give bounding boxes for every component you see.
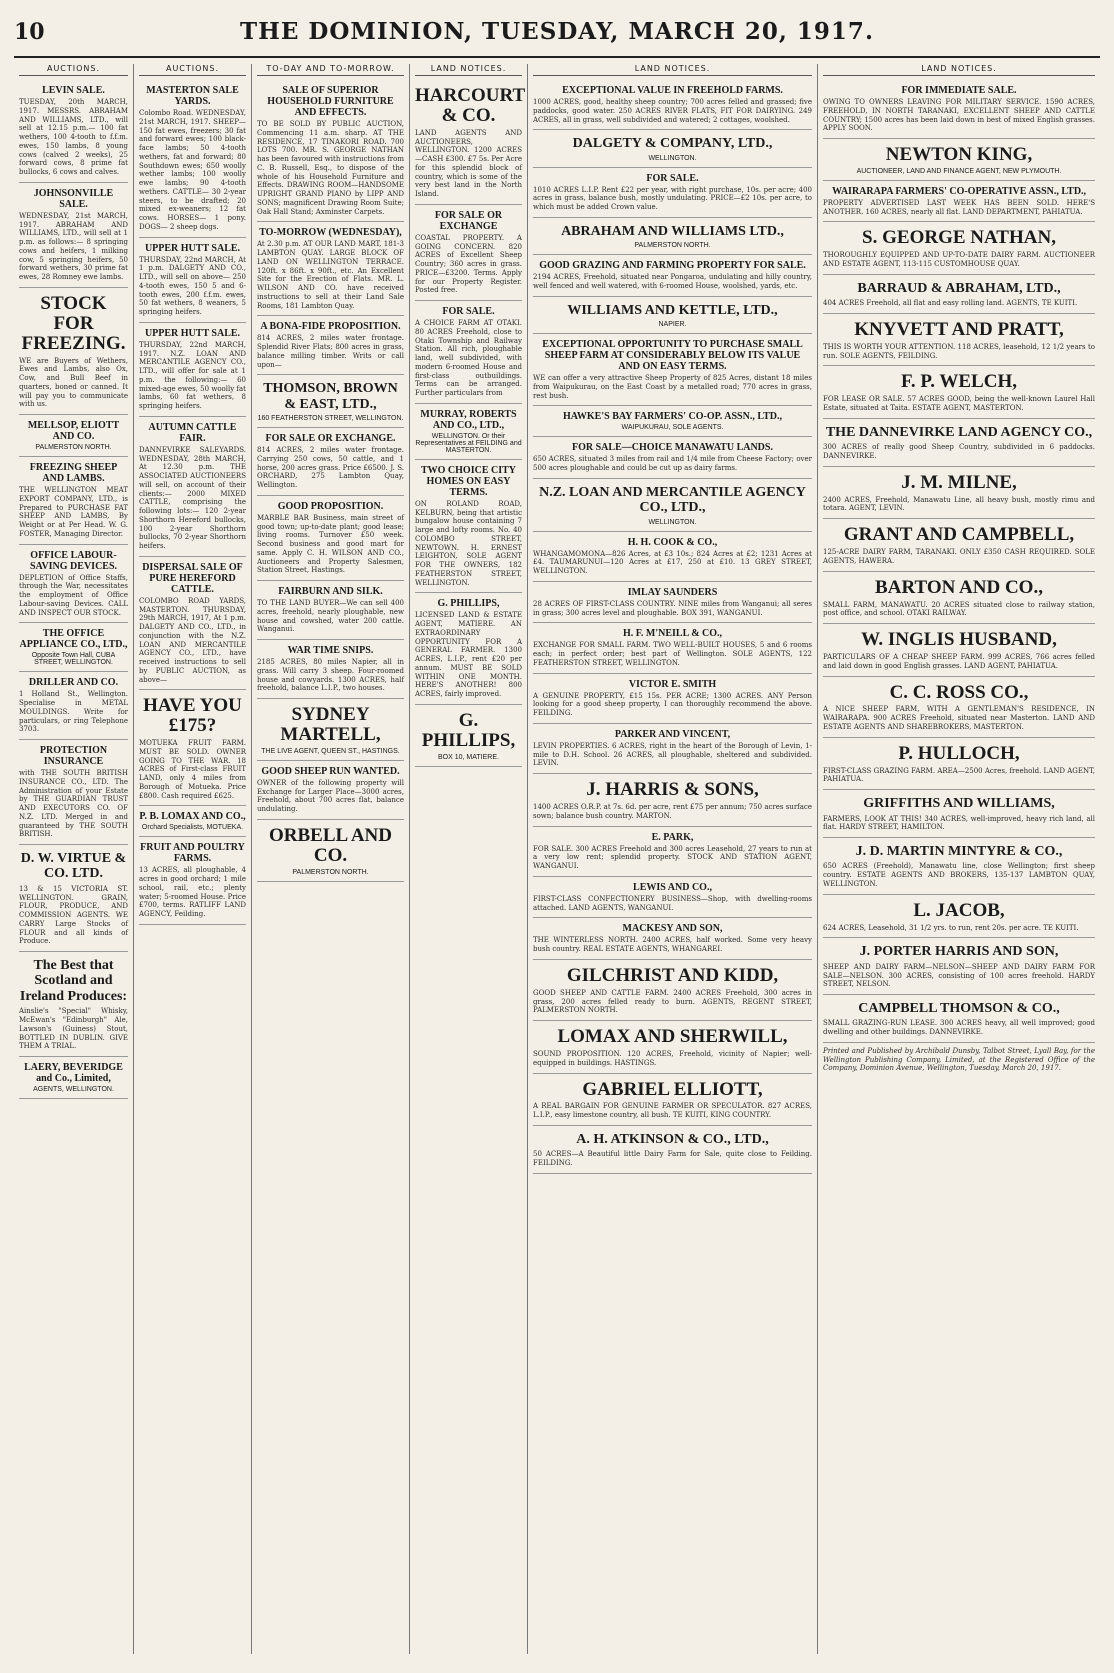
advertisement [823, 738, 1095, 790]
ad-sub: PALMERSTON NORTH. [292, 868, 369, 876]
ad-heading: IMLAY SAUNDERS [627, 586, 718, 598]
ad-body: DANNEVIRKE SALEYARDS. WEDNESDAY, 28th MARCH, At 12.30 p.m. THE ASSOCIATED AUCTIONEERS will sell, on account of their clients:— 2000 MIXED CATTLE, comprising the following lots:— 120 2-year Shorthorn Hereford bullocks, 100 2-year Shorthorn bullocks, 70 2-year Shorthorn heifers. [139, 445, 246, 550]
advertisement [823, 80, 1095, 139]
advertisement [823, 624, 1095, 676]
ad-heading: FOR SALE. [646, 172, 699, 184]
advertisement [823, 275, 1095, 314]
ad-big: HAVE YOU £175? [143, 695, 242, 737]
ad-big: ORBELL AND CO. [268, 824, 392, 866]
ad-sub: WAIPUKURAU, SOLE AGENTS. [621, 424, 724, 432]
ad-body: WE are Buyers of Wethers, Ewes and Lambs, also Ox, Cow, and Bull Beef in quarters, boned or canned. It will pay you to communicate with us. [19, 356, 128, 409]
ad-heading: H. F. M'NEILL & CO., [622, 628, 723, 640]
ad-heading: GOOD GRAZING AND FARMING PROPERTY FOR SALE. [539, 260, 806, 272]
advertisement [257, 820, 404, 882]
ad-body: GOOD SHEEP AND CATTLE FARM. 2400 ACRES Freehold, 300 acres in grass, 200 acres felled ready to burn. AGENTS, REGENT STREET, PALMERSTON NORTH. [533, 988, 812, 1015]
advertisement [823, 467, 1095, 519]
ad-heading: EXCEPTIONAL OPPORTUNITY TO PURCHASE SMALL SHEEP FARM AT CONSIDERABLY BELOW ITS VALUE AND ON EASY TERMS. [542, 339, 803, 373]
advertisement [533, 623, 812, 673]
ad-heading: UPPER HUTT SALE. [144, 242, 241, 254]
ad-big: NEWTON KING, [885, 144, 1033, 165]
ad-body: 814 ACRES, 2 miles water frontage. Carrying 250 cows, 50 cattle, and 1 horse, 200 acres grass. Price £6500. J. S. ORCHARD, 275 Lambton Quay, Wellington. [257, 446, 404, 490]
ad-heading: FRUIT AND POULTRY FARMS. [140, 842, 245, 865]
ad-body: FIRST-CLASS CONFECTIONERY BUSINESS—Shop, with dwelling-rooms attached. LAND AGENTS, WANGANUI. [533, 894, 812, 912]
ad-body: 300 ACRES of really good Sheep Country, subdivided in 6 paddocks. DANNEVIRKE. [823, 443, 1095, 461]
ad-big: LOMAX AND SHERWILL, [557, 1026, 788, 1048]
ad-big: C. C. ROSS CO., [889, 681, 1029, 703]
ad-heading: G. PHILLIPS, [437, 598, 500, 610]
ad-body: 650 ACRES, situated 3 miles from rail and 1/4 mile from Cheese Factory; over 500 acres ploughable and could be cut up as dairy farms. [533, 455, 812, 473]
ad-big: CAMPBELL THOMSON & CO., [858, 1001, 1060, 1017]
advertisement [257, 80, 404, 222]
columns [14, 64, 1100, 1654]
ad-sub: 160 FEATHERSTON STREET, WELLINGTON. [257, 415, 404, 423]
advertisement [823, 895, 1095, 939]
advertisement [533, 827, 812, 877]
ad-body: THE WINTERLESS NORTH. 2400 ACRES, half worked. Some very heavy bush country. REAL ESTATE AGENTS, WHANGAREI. [533, 936, 812, 954]
ad-heading: DISPERSAL SALE OF PURE HEREFORD CATTLE. [142, 561, 243, 595]
advertisement [19, 80, 128, 183]
ad-sub: THE LIVE AGENT, QUEEN ST., HASTINGS. [261, 747, 400, 755]
ad-heading: PROTECTION INSURANCE [39, 745, 108, 768]
advertisement [415, 460, 522, 594]
advertisement [823, 677, 1095, 738]
ad-body: Ainslie's "Special" Whisky, McEwan's "Edinburgh" Ale, Lawson's (Guiness) Stout, BOTTLED IN DUBLIN. GIVE THEM A TRIAL. [19, 1007, 128, 1051]
advertisement [139, 837, 246, 925]
column-4 [410, 64, 528, 1654]
ad-body: COASTAL PROPERTY. A GOING CONCERN. 820 ACRES of Excellent Sheep Country; 360 acres in grass. PRICE—£3200. Terms. Apply for our Property Register. Posted free. [415, 233, 522, 295]
ad-body: LAND AGENTS AND AUCTIONEERS, WELLINGTON. 1200 ACRES—CASH £300. £7 5s. Per Acre for this splendid block of country, which is some of the very best land in the North Island. [415, 128, 523, 199]
ad-body: SMALL FARM, MANAWATU. 20 ACRES situated close to railway station, post office, and school. OTAKI RAILWAY. [823, 600, 1095, 618]
ad-big: D. W. VIRTUE & CO. LTD. [20, 851, 127, 882]
advertisement [823, 572, 1095, 624]
masthead [14, 18, 1100, 58]
ad-heading: FOR SALE OR EXCHANGE [434, 209, 503, 232]
ad-body: FOR SALE. 300 ACRES Freehold and 300 acres Leasehold, 27 years to run at a very low rent; splendid property. STOCK AND STATION AGENT, WANGANUI. [533, 844, 812, 871]
advertisement [533, 1074, 812, 1126]
advertisement [533, 724, 812, 774]
advertisement [19, 1057, 128, 1099]
advertisement [415, 404, 522, 460]
advertisement [19, 672, 128, 740]
advertisement [19, 952, 128, 1057]
column-5 [528, 64, 818, 1654]
advertisement [257, 428, 404, 496]
ad-heading: JOHNSONVILLE SALE. [33, 187, 114, 210]
advertisement [533, 130, 812, 167]
ad-heading: WAIRARAPA FARMERS' CO-OPERATIVE ASSN., LTD., [831, 185, 1087, 197]
ad-body: TO BE SOLD BY PUBLIC AUCTION, Commencing 11 a.m. sharp. AT THE RESIDENCE, 17 TINAKORI ROAD. 700 LOTS 700. MR. S. GEORGE NATHAN has been favoured with instructions from C. B. Russell, Esq., to dispose of the whole of his Household Furniture and Effects. DRAWING ROOM—HANDSOME UPRIGHT GRAND PIANO by LIPP AND SONS; magnificent Drawing Room Suite; Oak Hall Stand; Axminster Carpets. [257, 120, 404, 216]
advertisement [19, 845, 128, 952]
ad-big: F. P. WELCH, [901, 371, 1017, 393]
ad-big: ABRAHAM AND WILLIAMS LTD., [561, 223, 784, 239]
ad-body: 1 Holland St., Wellington. Specialise in METAL MOULDINGS. Write for particulars, or ring Telephone 3703. [19, 690, 128, 734]
ad-body: 404 ACRES Freehold, all flat and easy rolling land. AGENTS, TE KUITI. [823, 299, 1078, 308]
ad-big: A. H. ATKINSON & CO., LTD., [576, 1131, 769, 1147]
ad-big: GILCHRIST AND KIDD, [566, 964, 779, 986]
ad-big: J. D. MARTIN MINTYRE & CO., [855, 844, 1063, 860]
ad-heading: MACKESY AND SON, [622, 923, 723, 935]
ad-heading: UPPER HUTT SALE. [144, 327, 241, 339]
ad-body: SHEEP AND DAIRY FARM—NELSON—SHEEP AND DAIRY FARM FOR SALE—NELSON. 300 ACRES, consisting of 100 acres freehold. HARDY STREET, NELSON. [823, 962, 1095, 989]
ad-heading: OFFICE LABOUR-SAVING DEVICES. [29, 549, 118, 572]
advertisement [415, 80, 526, 205]
ad-body: SOUND PROPOSITION. 120 ACRES, Freehold, vicinity of Napier; well-equipped in buildings. HASTINGS. [533, 1050, 812, 1067]
ad-big: J. HARRIS & SONS, [586, 779, 759, 801]
printer-imprint: Printed and Published by Archibald Dunsby, Talbot Street, Lyall Bay, for the Wellington Publishing Company, Limited, at the Registered Office of the Company, Dominion Avenue, Wellington, Tuesday, March 20, 1917. [823, 1046, 1095, 1073]
ad-sub: PALMERSTON NORTH. [634, 242, 711, 250]
ad-heading: GOOD SHEEP RUN WANTED. [261, 765, 400, 777]
ad-sub: Orchard Specialists, MOTUEKA. [141, 824, 244, 832]
advertisement [533, 297, 812, 334]
ad-body: THOROUGHLY EQUIPPED AND UP-TO-DATE DAIRY FARM. AUCTIONEER AND ESTATE AGENT, 113-115 CUSTOMHOUSE QUAY. [823, 251, 1095, 269]
column-header: TO-DAY AND TO-MORROW. [257, 64, 404, 76]
ad-heading: FOR SALE OR EXCHANGE. [265, 433, 396, 445]
ad-body: ON ROLAND ROAD, KELBURN, being that artistic bungalow house containing 7 large and lofty rooms. No. 40 COLOMBO STREET, NEWTOWN. H. ERNEST LEIGHTON, SOLE AGENT FOR THE OWNERS, 182 FEATHERSTON STREET, WELLINGTON. [415, 499, 522, 587]
ad-heading: FAIRBURN AND SILK. [278, 586, 383, 598]
advertisement [19, 623, 128, 672]
ad-sub: WELLINGTON. [648, 154, 697, 162]
advertisement [139, 80, 246, 238]
ad-body: 13 ACRES, all ploughable, 4 acres in good orchard; 1 mile school, rail, etc.; plenty water; 5-roomed House. Price £700, terms. RATLIFF LAND AGENCY, Feilding. [139, 866, 246, 919]
ad-sub: BOX 10, MATIERE. [438, 753, 499, 761]
ad-big: THE DANNEVIRKE LAND AGENCY CO., [825, 424, 1093, 440]
ad-big: WILLIAMS AND KETTLE, LTD., [567, 302, 778, 318]
advertisement [257, 761, 404, 820]
ad-big: S. GEORGE NATHAN, [862, 227, 1056, 249]
ad-body: 50 ACRES—A Beautiful little Dairy Farm for Sale, quite close to Feilding. FEILDING. [533, 1150, 812, 1168]
ad-heading: FREEZING SHEEP AND LAMBS. [29, 462, 118, 485]
ad-sub: AUCTIONEER, LAND AND FINANCE AGENT, NEW PLYMOUTH. [856, 167, 1062, 175]
advertisement [139, 557, 246, 691]
advertisement [823, 790, 1095, 838]
advertisement [533, 674, 812, 724]
ad-big: G. PHILLIPS, [421, 709, 516, 751]
ad-heading: LAERY, BEVERIDGE and Co., Limited, [24, 1062, 123, 1085]
advertisement [257, 581, 404, 640]
ad-big: P. HULLOCH, [898, 742, 1020, 764]
ad-big: STOCK FOR FREEZING. [21, 292, 126, 354]
ad-heading: GOOD PROPOSITION. [277, 500, 384, 512]
ad-body: OWNER of the following property will Exchange for Larger Place—3000 acres, Freehold, about 700 acres flat, balance undulating. [257, 778, 404, 814]
advertisement [19, 457, 128, 545]
ad-body: 125-ACRE DAIRY FARM, TARANAKI. ONLY £350 CASH REQUIRED. SOLE AGENTS, HAWERA. [823, 548, 1095, 565]
advertisement [533, 532, 812, 582]
ad-body: OWING TO OWNERS LEAVING FOR MILITARY SERVICE. 1590 ACRES, FREEHOLD, IN NORTH TARANAKI, EXCELLENT SHEEP AND CATTLE COUNTRY; 1500 acres has been laid down in best of mixed English grasses. APPLY SOON. [823, 98, 1095, 133]
advertisement [533, 774, 812, 826]
advertisement [139, 417, 246, 557]
ad-heading: LEVIN SALE. [42, 85, 105, 96]
ad-big: HARCOURT & CO. [415, 85, 526, 126]
ad-body: with THE SOUTH BRITISH INSURANCE CO., LTD. The Administration of your Estate by THE GUARDIAN TRUST AND EXECUTORS CO. OF N.Z. LTD. Merged in and guaranteed by THE SOUTH BRITISH. [19, 769, 128, 839]
column-header: LAND NOTICES. [823, 64, 1095, 76]
ad-body: 2400 ACRES, Freehold, Manawatu Line, all heavy bush, mostly rimu and totara. AGENT, LEVIN. [823, 495, 1095, 513]
ad-big: DALGETY & COMPANY, LTD., [572, 136, 773, 152]
ad-body: 1010 ACRES L.I.P. Rent £22 per year, with right purchase, 10s. per acre; 400 acres in grass, balance bush, mostly undulating. PRICE—£2 10s. per acre, to which must be added Crown value. [533, 185, 812, 212]
ad-body: TO THE LAND BUYER—We can sell 400 acres, freehold, nearly ploughable, new house and cowshed, water 200 cattle. Wanganui. [257, 599, 404, 634]
ad-heading: PARKER AND VINCENT, [614, 728, 731, 740]
ad-heading: THE OFFICE APPLIANCE CO., LTD., [19, 628, 128, 651]
ad-heading: A BONA-FIDE PROPOSITION. [260, 321, 401, 333]
ad-body: 814 ACRES, 2 miles water frontage. Splendid River Flats; 800 acres in grass, balance milling timber. Writs or call upon— [257, 334, 404, 369]
advertisement [139, 690, 246, 806]
ad-body: THIS IS WORTH YOUR ATTENTION. 118 ACRES, leasehold, 12 1/2 years to run. SOLE AGENTS, FEILDING. [823, 342, 1095, 360]
advertisement [823, 366, 1095, 418]
ad-body: A NICE SHEEP FARM, WITH A GENTLEMAN'S RESIDENCE, IN WAIRARAPA. 900 ACRES Freehold, situated near Masterton. LAND AND ESTATE AGENTS AND SHAREBROKERS, MASTERTON. [823, 705, 1095, 731]
advertisement [823, 181, 1095, 223]
ad-heading: LEWIS AND CO., [633, 881, 712, 893]
ad-body: FOR LEASE OR SALE. 57 ACRES GOOD, being the well-known Laurel Hall Estate, situated at Taita. ESTATE AGENT, MASTERTON. [823, 395, 1095, 413]
advertisement [823, 938, 1095, 995]
ad-heading: MASTERTON SALE YARDS. [146, 85, 239, 107]
column-1 [14, 64, 134, 1654]
advertisement [19, 183, 128, 288]
advertisement [823, 995, 1095, 1043]
advertisement [533, 479, 812, 532]
ad-sub: WELLINGTON. Or their Representatives at FEILDING and MASTERTON. [415, 432, 522, 454]
advertisement [533, 437, 812, 479]
advertisement [19, 415, 128, 457]
ad-body: Colombo Road. WEDNESDAY, 21st MARCH, 1917. SHEEP— 150 fat ewes, freezers; 30 fat and forward ewes; 100 black-face lambs; 50 4-tooth wethers, fat and forward; 80 Southdown ewes; 650 woolly wether lambs; 100 woolly ewe lambs; 90 4-tooth wethers. CATTLE— 30 2-year steers, to be drafted; 20 mixed ex-weaners; 12 fat cows. HORSES— 1 pony. DOGS— 2 sheep dogs. [139, 109, 246, 231]
advertisement [257, 699, 404, 761]
ad-body: 1400 ACRES O.R.P. at 7s. 6d. per acre, rent £75 per annum; 750 acres surface sown; balance bush country. MARTON. [533, 803, 812, 820]
ad-body: 28 ACRES OF FIRST-CLASS COUNTRY. NINE miles from Wanganui; all seres in grass; 300 acres level and ploughable. BOX 391, WANGANUI. [533, 599, 812, 617]
ad-body: 650 ACRES (Freehold), Manawatu line, close Wellington; first sheep country. ESTATE AGENTS AND BROKERS, 135-137 LAMBTON QUAY, WELLINGTON. [823, 862, 1095, 888]
advertisement [533, 918, 812, 960]
newspaper-title: THE DOMINION, TUESDAY, MARCH 20, 1917. [240, 18, 874, 45]
advertisement [257, 316, 404, 375]
ad-big: KNYVETT AND PRATT, [854, 319, 1064, 341]
ad-body: MARBLE BAR Business, main street of good town; up-to-date plant; good lease; living rooms. Turnover £50 week. Second business and good mart for same. Apply C. H. WILSON AND CO., Auctioneers and Property Salesmen, Station Street, Hastings. [257, 513, 404, 575]
ad-heading: MELLSOP, ELIOTT AND CO. [27, 420, 120, 443]
ad-body: PARTICULARS OF A CHEAP SHEEP FARM. 999 ACRES, 766 acres felled and laid down in good English grasses. LAND AGENT, PAHIATUA. [823, 653, 1095, 670]
ad-sub: NAPIER. [658, 321, 687, 329]
ad-body: 2194 ACRES, Freehold, situated near Pongaroa, undulating and hilly country, well fenced and well watered, with 6-roomed House, woolshed, yards, etc. [533, 273, 812, 291]
advertisement [19, 288, 128, 415]
ad-body: WE can offer a very attractive Sheep Property of 825 Acres, distant 18 miles from Waipukurau, on the East Coast by a metalled road; 770 acres in grass, rest bush. [533, 374, 812, 400]
ad-body: DEPLETION of Office Staffs, through the War, necessitates the employment of Office Labour-saving Devices. CALL AND INSPECT OUR STOCK. [19, 573, 128, 617]
ad-body: At 2.30 p.m. AT OUR LAND MART, 181-3 LAMBTON QUAY. LARGE BLOCK OF LAND ON WELLINGTON TERRACE. 120ft. x 86ft. x 90ft., etc. An Excellent Site for the Erection of Flats. MR. L. WILSON AND CO. have received instructions to sell at their Land Sale Rooms, 181 Lambton Quay. [257, 240, 404, 310]
advertisement [415, 301, 522, 404]
advertisement [533, 334, 812, 406]
ad-big: GABRIEL ELLIOTT, [582, 1078, 763, 1100]
ad-body: THURSDAY, 22nd MARCH, 1917. N.Z. LOAN AND MERCANTILE AGENCY CO., LTD., will offer for sale at 1 p.m. the following:— 60 mixed-age ewes, 50 woolly fat lambs, 60 fat wethers, 8 springing heifers. [139, 340, 246, 410]
advertisement [415, 705, 522, 767]
advertisement [533, 255, 812, 297]
ad-big: THOMSON, BROWN & EAST, LTD., [263, 381, 398, 412]
advertisement [823, 314, 1095, 366]
advertisement [533, 960, 812, 1021]
ad-body: 1000 ACRES, good, healthy sheep country; 700 acres felled and grassed; five paddocks, good water. 250 ACRES RIVER FLATS, FIT FOR DAIRYING. 249 ACRES, all in grass, well subdivided and watered; 2 cottages, woolshed. [533, 98, 812, 124]
ad-big: J. PORTER HARRIS AND SON, [859, 944, 1059, 960]
ad-big: J. M. MILNE, [901, 471, 1017, 493]
advertisement [823, 519, 1095, 571]
ad-body: TUESDAY, 20th MARCH, 1917. MESSRS. ABRAHAM AND WILLIAMS, LTD., will sell at 12.15 p.m.— 100 fat wethers, 100 4-tooth to f.f.m. ewes, 150 lambs, 8 young cows (calved 2 weeks), 25 forward cows, 8 prime fat bullocks, 6 cows and calves. [19, 98, 128, 176]
ad-big: BARTON AND CO., [875, 576, 1043, 598]
ad-big: The Best that Scotland and Ireland Produces: [19, 958, 128, 1004]
advertisement [823, 222, 1095, 274]
advertisement [533, 168, 812, 218]
advertisement [19, 545, 128, 624]
column-2 [134, 64, 252, 1654]
ad-heading: MURRAY, ROBERTS AND CO., LTD., [420, 408, 517, 431]
advertisement [139, 806, 246, 837]
ad-body: A GENUINE PROPERTY, £15 15s. PER ACRE; 1300 ACRES. ANY Person looking for a good sheep property, I can thoroughly recommend the above. FEILDING. [533, 691, 812, 718]
advertisement [533, 582, 812, 624]
ad-body: THE WELLINGTON MEAT EXPORT COMPANY, LTD., is Prepared to PURCHASE FAT SHEEP AND LAMBS, By Weight or at Per Head. W. G. FOSTER, Managing Director. [19, 486, 128, 538]
ad-heading: AUTUMN CATTLE FAIR. [148, 421, 237, 444]
column-header: AUCTIONS. [19, 64, 128, 76]
column-header: LAND NOTICES. [533, 64, 812, 76]
ad-heading: TO-MORROW (WEDNESDAY), [259, 227, 402, 239]
advertisement [257, 375, 404, 428]
ad-heading: H. H. COOK & CO., [627, 536, 718, 548]
ad-heading: TWO CHOICE CITY HOMES ON EASY TERMS. [420, 464, 516, 498]
ad-heading: FOR IMMEDIATE SALE. [901, 85, 1017, 96]
ad-body: FIRST-CLASS GRAZING FARM. AREA—2500 Acres, freehold. LAND AGENT, PAHIATUA. [823, 766, 1095, 784]
ad-big: W. INGLIS HUSBAND, [861, 629, 1057, 651]
advertisement [19, 740, 128, 845]
column-header: AUCTIONS. [139, 64, 246, 76]
advertisement [533, 218, 812, 255]
advertisement [823, 419, 1095, 467]
ad-body: PROPERTY ADVERTISED LAST WEEK HAS BEEN SOLD. HERE'S ANOTHER. 160 ACRES, nearly all flat. LAND DEPARTMENT, PAHIATUA. [823, 198, 1095, 216]
ad-body: 2185 ACRES, 80 miles Napier, all in grass. Will carry 3 sheep. Four-roomed house and cowyards. 1300 ACRES, half freehold, balance L.I.P., two houses. [257, 658, 404, 693]
ad-body: FARMERS, LOOK AT THIS! 340 ACRES, well-improved, heavy rich land, all flat. HARDY STREET, HAMILTON. [823, 814, 1095, 832]
page-number: 10 [14, 19, 45, 45]
ad-body: EXCHANGE FOR SMALL FARM. TWO WELL-BUILT HOUSES, 5 and 6 rooms each; in perfect order; best part of Wellington. SOLE AGENTS, 122 FEATHERSTON STREET, WELLINGTON. [533, 641, 812, 667]
ad-heading: WAR TIME SNIPS. [287, 645, 374, 657]
ad-body: 13 & 15 VICTORIA ST. WELLINGTON. GRAIN, FLOUR, PRODUCE, AND COMMISSION AGENTS. WE CARRY Large Stocks of FLOUR and all kinds of Produce. [19, 884, 128, 946]
ad-big: GRIFFITHS AND WILLIAMS, [863, 796, 1055, 812]
ad-body: WHANGAMOMONA—826 Acres, at £3 10s.; 824 Acres at £2; 1231 Acres at £4. TAUMARUNUI—120 Acres at £17, 250 at £10. 13 GREY STREET, WELLINGTON. [533, 549, 812, 576]
ad-heading: DRILLER AND CO. [28, 677, 119, 689]
advertisement [533, 877, 812, 919]
ad-body: 624 ACRES, Leasehold, 31 1/2 yrs. to run, rent 20s. per acre. TE KUITI. [823, 923, 1079, 932]
ad-big: SYDNEY MARTELL, [280, 704, 381, 745]
ad-body: MOTUEKA FRUIT FARM. MUST BE SOLD. OWNER GOING TO THE WAR. 18 ACRES of First-class FRUIT LAND, only 4 miles from Borough of Motueka. Price £800. Cash required £625. [139, 739, 246, 800]
ad-body: LEVIN PROPERTIES. 6 ACRES, right in the heart of the Borough of Levin, 1-mile to D.H. School. 26 ACRES, all ploughable, sheltered and subdivided. LEVIN. [533, 741, 812, 768]
ad-heading: FOR SALE—CHOICE MANAWATU LANDS. [572, 442, 773, 454]
advertisement [823, 838, 1095, 895]
column-3 [252, 64, 410, 1654]
advertisement [257, 496, 404, 581]
advertisement [139, 238, 246, 323]
advertisement [139, 323, 246, 417]
advertisement [257, 222, 404, 316]
ad-body: THURSDAY, 22nd MARCH, At 1 p.m. DALGETY AND CO., LTD., will sell on above— 250 4-tooth ewes, 150 5 and 6-tooth ewes, 200 f.f.m. ewes, 50 fat wethers, 8 weaners, 5 springing heifers. [139, 255, 246, 316]
ad-big: GRANT AND CAMPBELL, [843, 524, 1075, 546]
ad-body: LICENSED LAND & ESTATE AGENT, MATIERE. AN EXTRAORDINARY OPPORTUNITY FOR A GENERAL FARMER. 1300 ACRES, L.I.P., rent £20 per annum. MUST BE SOLD WITHIN ONE MONTH. HERE'S ANOTHER! 800 ACRES, fairly improved. [415, 611, 522, 699]
ad-body: COLOMBO ROAD YARDS, MASTERTON. THURSDAY, 29th MARCH, 1917, At 1 p.m. DALGETY AND CO., LTD., in conjunction with the N.Z. LOAN AND MERCANTILE AGENCY CO., LTD., have received instructions to sell by PUBLIC AUCTION, as above— [139, 596, 246, 684]
ad-heading: E. PARK, [651, 831, 694, 843]
ad-sub: AGENTS, WELLINGTON. [33, 1086, 114, 1094]
advertisement [415, 205, 522, 301]
advertisement [257, 640, 404, 699]
ad-heading: SALE OF SUPERIOR HOUSEHOLD FURNITURE AND EFFECTS. [267, 85, 394, 118]
ad-big: N.Z. LOAN AND MERCANTILE AGENCY CO., LTD., [539, 484, 806, 516]
ad-heading: FOR SALE. [442, 306, 495, 318]
ad-sub: Opposite Town Hall, CUBA STREET, WELLINGTON. [31, 652, 116, 667]
ad-heading: VICTOR E. SMITH [628, 678, 717, 690]
column-header: LAND NOTICES. [415, 64, 522, 76]
advertisement [533, 1021, 812, 1073]
ad-body: A CHOICE FARM AT OTAKI. 80 ACRES Freehold, close to Otaki Township and Railway Station. All rich, ploughable land, well subdivided, with modern 6-roomed House and first-class outbuildings. Terms can be arranged. Further particulars from [415, 319, 522, 398]
advertisement [533, 406, 812, 437]
advertisement [533, 80, 812, 130]
ad-sub: WELLINGTON. [648, 518, 697, 526]
advertisement [415, 593, 522, 705]
ad-big: L. JACOB, [913, 899, 1005, 921]
ad-body: WEDNESDAY, 21st MARCH, 1917. ABRAHAM AND WILLIAMS, LTD., will sell at 1 p.m. as follows:— 8 springing cows and heifers, 1 milking cow, 5 springing heifers, 50 forward wethers, 30 prime fat ewes, 28 Romney ewe lambs. [19, 211, 128, 281]
ad-heading: P. B. LOMAX AND CO., [139, 811, 246, 823]
advertisement [533, 1126, 812, 1174]
ad-sub: PALMERSTON NORTH. [35, 444, 112, 452]
column-6 [818, 64, 1100, 1654]
ad-body: A REAL BARGAIN FOR GENUINE FARMER OR SPECULATOR. 827 ACRES, L.I.P., easy limestone country, all bush. TE KUITI, KING COUNTRY. [533, 1102, 812, 1120]
ad-body: SMALL GRAZING-RUN LEASE. 300 ACRES heavy, all well improved; good dwelling and other buildings. DANNEVIRKE. [823, 1019, 1095, 1037]
ad-big: BARRAUD & ABRAHAM, LTD., [857, 280, 1061, 296]
ad-heading: EXCEPTIONAL VALUE IN FREEHOLD FARMS. [562, 85, 783, 96]
ad-heading: HAWKE'S BAY FARMERS' CO-OP. ASSN., LTD., [563, 411, 782, 423]
advertisement [823, 139, 1095, 181]
